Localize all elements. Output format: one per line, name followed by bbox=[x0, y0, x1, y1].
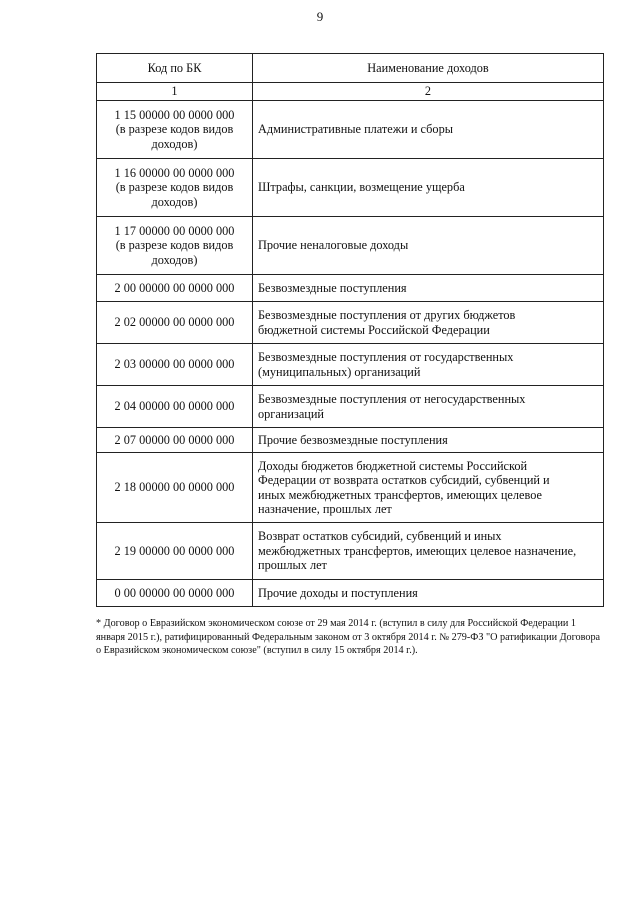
income-name-cell: Административные платежи и сборы bbox=[253, 101, 604, 159]
budget-code-cell: 2 00 00000 00 0000 000 bbox=[97, 275, 253, 302]
table-row bbox=[97, 302, 604, 344]
income-name-cell: Штрафы, санкции, возмещение ущерба bbox=[253, 159, 604, 217]
table-row bbox=[97, 523, 604, 580]
income-name-cell: Безвозмездные поступления bbox=[253, 275, 604, 302]
table-row bbox=[97, 428, 604, 453]
budget-code-cell: 1 16 00000 00 0000 000 (в разрезе кодов видов доходов) bbox=[97, 159, 253, 217]
table-row bbox=[97, 101, 604, 159]
budget-code-cell: 2 18 00000 00 0000 000 bbox=[97, 453, 253, 523]
budget-code-cell: 1 17 00000 00 0000 000 (в разрезе кодов видов доходов) bbox=[97, 217, 253, 275]
page-number: 9 bbox=[316, 9, 324, 24]
table-row bbox=[97, 275, 604, 302]
income-name-cell: Доходы бюджетов бюджетной системы Российской Федерации от возврата остатков субсидий, субвенций и иных межбюджетных трансфертов, имеющих целевое назначение, прошлых лет bbox=[253, 453, 604, 523]
budget-code-cell: 0 00 00000 00 0000 000 bbox=[97, 580, 253, 607]
column-number-2: 2 bbox=[253, 83, 604, 101]
income-name-cell: Прочие доходы и поступления bbox=[253, 580, 604, 607]
table-row bbox=[97, 580, 604, 607]
header-name: Наименование доходов bbox=[253, 54, 604, 83]
budget-code-cell: 2 02 00000 00 0000 000 bbox=[97, 302, 253, 344]
table-row bbox=[97, 453, 604, 523]
budget-code-cell: 2 03 00000 00 0000 000 bbox=[97, 344, 253, 386]
income-name-cell: Безвозмездные поступления от государственных (муниципальных) организаций bbox=[253, 344, 604, 386]
income-name-cell: Возврат остатков субсидий, субвенций и иных межбюджетных трансфертов, имеющих целевое назначение, прошлых лет bbox=[253, 523, 604, 580]
table-row bbox=[97, 217, 604, 275]
budget-code-cell: 2 19 00000 00 0000 000 bbox=[97, 523, 253, 580]
income-name-cell: Безвозмездные поступления от негосударственных организаций bbox=[253, 386, 604, 428]
budget-code-cell: 2 04 00000 00 0000 000 bbox=[97, 386, 253, 428]
footnote: * Договор о Евразийском экономическом союзе от 29 мая 2014 г. (вступил в силу для Российской Федерации 1 января 2015 г.), ратифицированный Федеральным законом от 3 октября 2014 г. № 279-ФЗ "О ратификации Договора о Евразийском экономическом союзе" (вступил в силу 15 октября 2014 г.). bbox=[96, 618, 601, 656]
header-code: Код по БК bbox=[97, 54, 253, 83]
table-row bbox=[97, 386, 604, 428]
income-name-cell: Безвозмездные поступления от других бюджетов бюджетной системы Российской Федерации bbox=[253, 302, 604, 344]
column-number-row bbox=[97, 83, 604, 101]
table-body bbox=[97, 101, 604, 607]
column-number-1: 1 bbox=[97, 83, 253, 101]
income-codes-table bbox=[96, 53, 604, 607]
budget-code-cell: 1 15 00000 00 0000 000 (в разрезе кодов видов доходов) bbox=[97, 101, 253, 159]
budget-code-cell: 2 07 00000 00 0000 000 bbox=[97, 428, 253, 453]
table-row bbox=[97, 159, 604, 217]
income-name-cell: Прочие неналоговые доходы bbox=[253, 217, 604, 275]
table-header-row bbox=[97, 54, 604, 83]
income-name-cell: Прочие безвозмездные поступления bbox=[253, 428, 604, 453]
table-row bbox=[97, 344, 604, 386]
